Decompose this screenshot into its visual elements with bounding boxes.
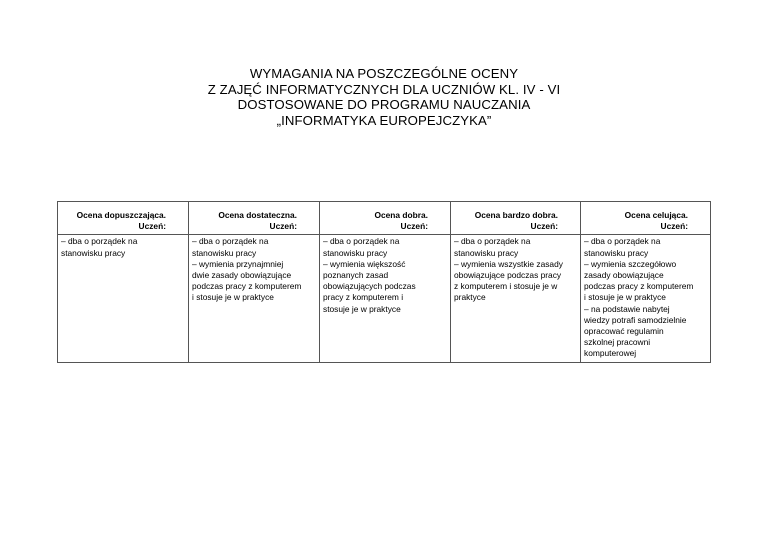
requirement-line: – wymienia przynajmniej (192, 258, 284, 269)
requirement-line: praktyce (454, 292, 486, 303)
cell-grade-very-good (451, 235, 581, 362)
title-line-4: „INFORMATYKA EUROPEJCZYKA” (276, 112, 492, 128)
table-header-row (58, 202, 711, 235)
header-title: Ocena dobra. (374, 210, 428, 220)
requirement-line: wiedzy potrafi samodzielnie (584, 314, 687, 325)
header-title: Ocena dostateczna. (218, 210, 297, 220)
header-grade-very-good (451, 202, 581, 235)
requirement-line: – wymienia większość (323, 258, 406, 269)
requirement-line: stanowisku pracy (454, 247, 519, 258)
header-grade-sufficient (58, 202, 189, 235)
requirement-line: stanowisku pracy (323, 247, 388, 258)
header-grade-good (320, 202, 451, 235)
cell-grade-satisfactory (189, 235, 320, 362)
cell-grade-excellent (581, 235, 711, 362)
cell-grade-sufficient (58, 235, 189, 362)
requirement-line: i stosuje je w praktyce (192, 292, 274, 303)
header-title: Ocena dopuszczająca. (76, 210, 166, 220)
requirement-line: – na podstawie nabytej (584, 303, 670, 314)
requirement-line: opracować regulamin (584, 326, 664, 337)
title-line-2: Z ZAJĘĆ INFORMATYCZNYCH DLA UCZNIÓW KL. IV - VI (207, 81, 561, 97)
requirement-line: poznanych zasad (323, 270, 389, 281)
header-subtitle: Uczeń: (138, 221, 166, 232)
requirement-line: obowiązujących podczas (323, 281, 416, 292)
header-title: Ocena celująca. (624, 210, 688, 220)
requirement-line: – dba o porządek na (323, 236, 400, 247)
header-subtitle: Uczeń: (400, 221, 428, 232)
table-row (58, 235, 711, 362)
requirement-line: szkolnej pracowni (584, 337, 651, 348)
requirement-line: stosuje je w praktyce (323, 303, 401, 314)
cell-grade-good (320, 235, 451, 362)
header-subtitle: Uczeń: (269, 221, 297, 232)
requirement-line: stanowisku pracy (61, 247, 126, 258)
requirement-line: – wymienia wszystkie zasady (454, 258, 563, 269)
requirement-line: dwie zasady obowiązujące (192, 270, 292, 281)
header-subtitle: Uczeń: (530, 221, 558, 232)
header-grade-excellent (581, 202, 711, 235)
requirement-line: pracy z komputerem i (323, 292, 404, 303)
requirement-line: komputerowej (584, 348, 637, 359)
header-grade-satisfactory (189, 202, 320, 235)
requirement-line: zasady obowiązujące (584, 270, 664, 281)
requirement-line: – dba o porządek na (192, 236, 269, 247)
header-subtitle: Uczeń: (660, 221, 688, 232)
grades-requirements-table (57, 201, 711, 363)
title-line-1: WYMAGANIA NA POSZCZEGÓLNE OCENY (249, 66, 519, 81)
title-line-3: DOSTOSOWANE DO PROGRAMU NAUCZANIA (237, 97, 531, 113)
requirement-line: – wymienia szczegółowo (584, 258, 677, 269)
requirement-line: stanowisku pracy (584, 247, 649, 258)
requirement-line: podczas pracy z komputerem (584, 281, 694, 292)
requirement-line: podczas pracy z komputerem (192, 281, 302, 292)
requirement-line: – dba o porządek na (61, 236, 138, 247)
requirement-line: obowiązujące podczas pracy (454, 270, 562, 281)
requirement-line: stanowisku pracy (192, 247, 257, 258)
requirement-line: z komputerem i stosuje je w (454, 281, 558, 292)
requirement-line: i stosuje je w praktyce (584, 292, 666, 303)
header-title: Ocena bardzo dobra. (474, 210, 558, 220)
document-title (0, 66, 768, 128)
requirement-line: – dba o porządek na (454, 236, 531, 247)
requirement-line: – dba o porządek na (584, 236, 661, 247)
